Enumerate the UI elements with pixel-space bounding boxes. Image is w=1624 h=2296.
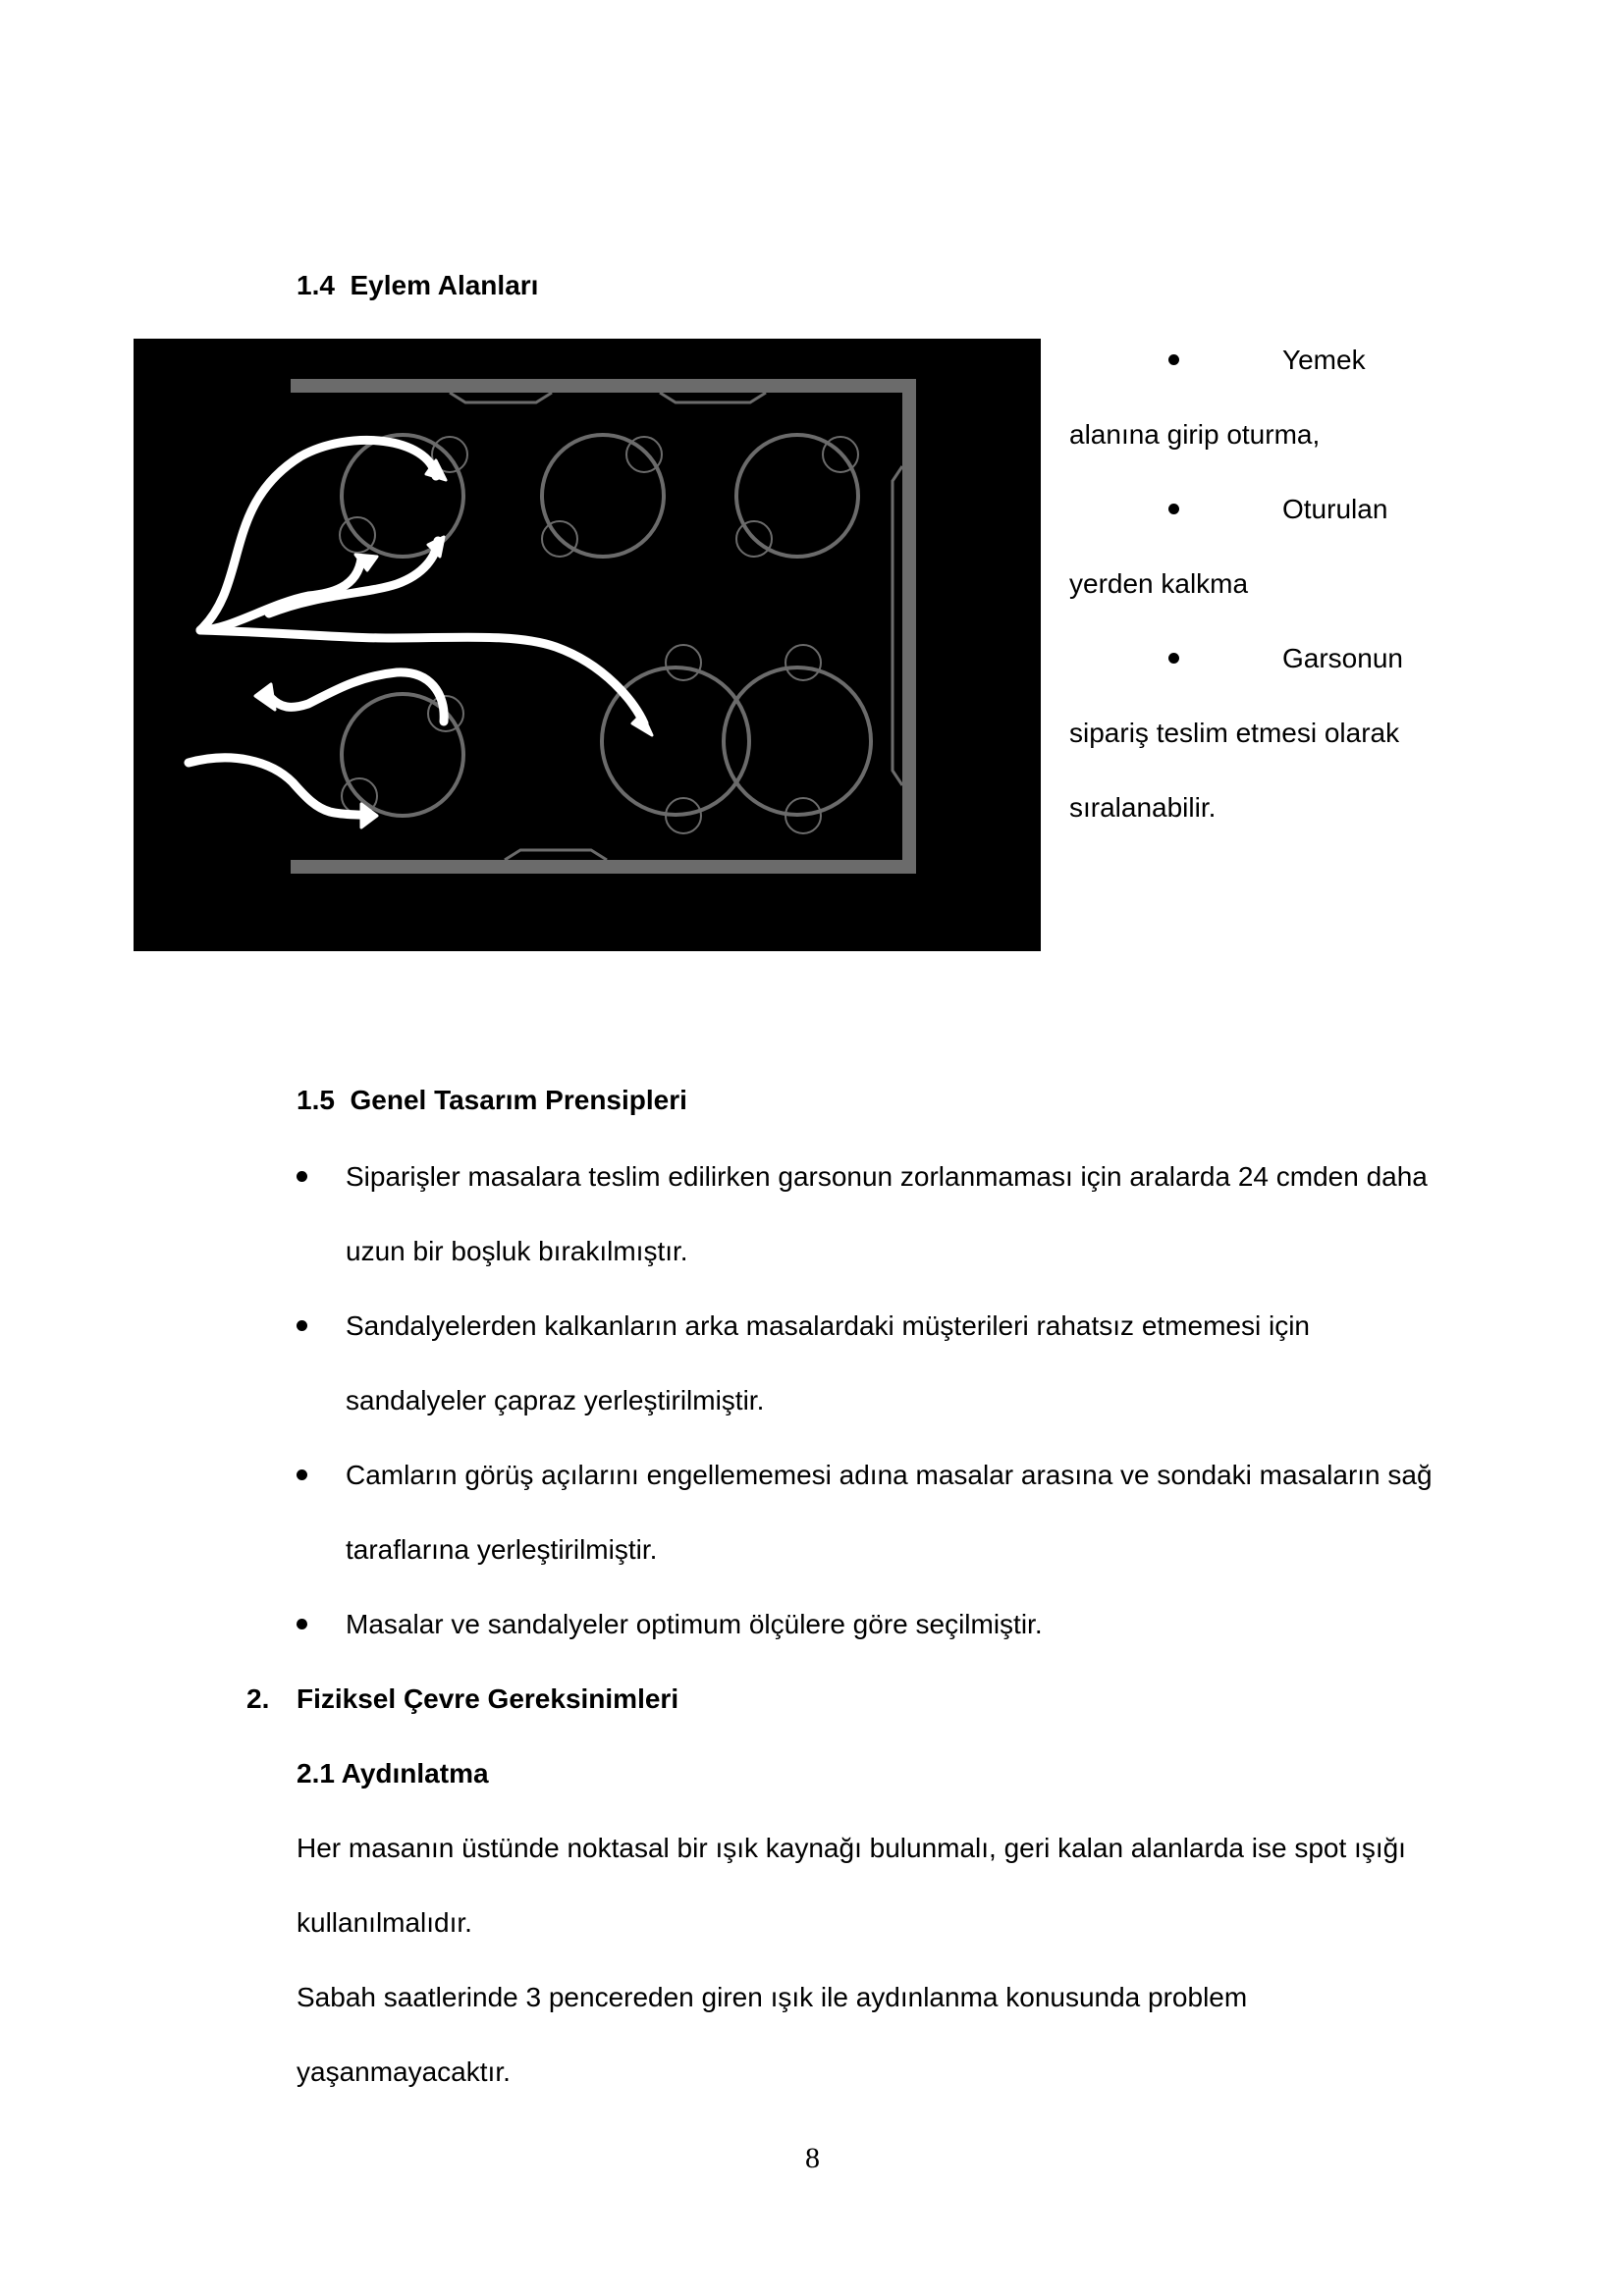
bullet-dot (1168, 354, 1179, 365)
bullet-line: sandalyeler çapraz yerleştirilmiştir. (346, 1385, 765, 1415)
section-2-title: Fiziksel Çevre Gereksinimleri (297, 1683, 679, 1714)
chair (626, 437, 662, 472)
bullet-line: uzun bir boşluk bırakılmıştır. (346, 1236, 688, 1266)
page-number: 8 (805, 2142, 820, 2174)
bullet-dot (1168, 504, 1179, 514)
window-top-left (450, 393, 552, 402)
bullet-dot (297, 1320, 307, 1331)
table (736, 435, 858, 557)
bullet-dot (297, 1171, 307, 1182)
bullet-line: Camların görüş açılarını engellememesi adına masalar arasına ve sondaki masaların sağ (346, 1460, 1433, 1490)
section-2-1-heading: 2.1 Aydınlatma (297, 1758, 489, 1789)
side-list-closing: sıralanabilir. (1069, 792, 1217, 823)
paragraph-line: Sabah saatlerinde 3 pencereden giren ışık ile aydınlanma konusunda problem (297, 1982, 1248, 2012)
bullet-line: Siparişler masalara teslim edilirken garsonun zorlanmaması için aralarda 24 cmden daha (346, 1161, 1428, 1192)
floor-plan-drawing (134, 339, 1041, 951)
table (542, 435, 664, 557)
paragraph-line: Her masanın üstünde noktasal bir ışık kaynağı bulunmalı, geri kalan alanlarda ise spot ışığı (297, 1833, 1406, 1863)
chair (666, 645, 701, 680)
side-item-head: Oturulan (1282, 494, 1388, 524)
bullet-dot (1168, 653, 1179, 664)
side-item-tail: sipariş teslim etmesi olarak (1069, 718, 1400, 748)
paragraph-line: yaşanmayacaktır. (297, 2056, 511, 2087)
bullet-dot (297, 1469, 307, 1480)
arrowhead (632, 714, 652, 735)
side-item-head: Yemek (1282, 345, 1366, 375)
side-item-tail: alanına girip oturma, (1069, 419, 1321, 450)
section-title: Eylem Alanları (350, 270, 539, 300)
table (724, 667, 871, 815)
bullet-dot (297, 1619, 307, 1629)
arrow-path (189, 758, 365, 816)
section-number: 1.4 (297, 270, 335, 300)
section-number: 1.5 (297, 1085, 335, 1115)
wall-detail-right (893, 466, 902, 785)
bullet-line: taraflarına yerleştirilmiştir. (346, 1534, 658, 1565)
arrowhead (255, 684, 275, 710)
paragraph-line: kullanılmalıdır. (297, 1907, 472, 1938)
section-title: Genel Tasarım Prensipleri (350, 1085, 687, 1115)
window-top-right (660, 393, 766, 402)
table (342, 435, 463, 557)
bullet-line: Sandalyelerden kalkanların arka masalardaki müşterileri rahatsız etmemesi için (346, 1310, 1310, 1341)
side-item-tail: yerden kalkma (1069, 568, 1249, 599)
section-2-number: 2. (246, 1683, 270, 1714)
section-1-4-heading (297, 266, 538, 305)
bullet-line: Masalar ve sandalyeler optimum ölçülere göre seçilmiştir. (346, 1609, 1043, 1639)
section-1-5-heading (297, 1081, 687, 1120)
floor-plan-figure (134, 339, 1041, 951)
window-bottom (505, 850, 607, 860)
chair (785, 645, 821, 680)
room-walls (291, 386, 909, 867)
side-item-head: Garsonun (1282, 643, 1403, 673)
